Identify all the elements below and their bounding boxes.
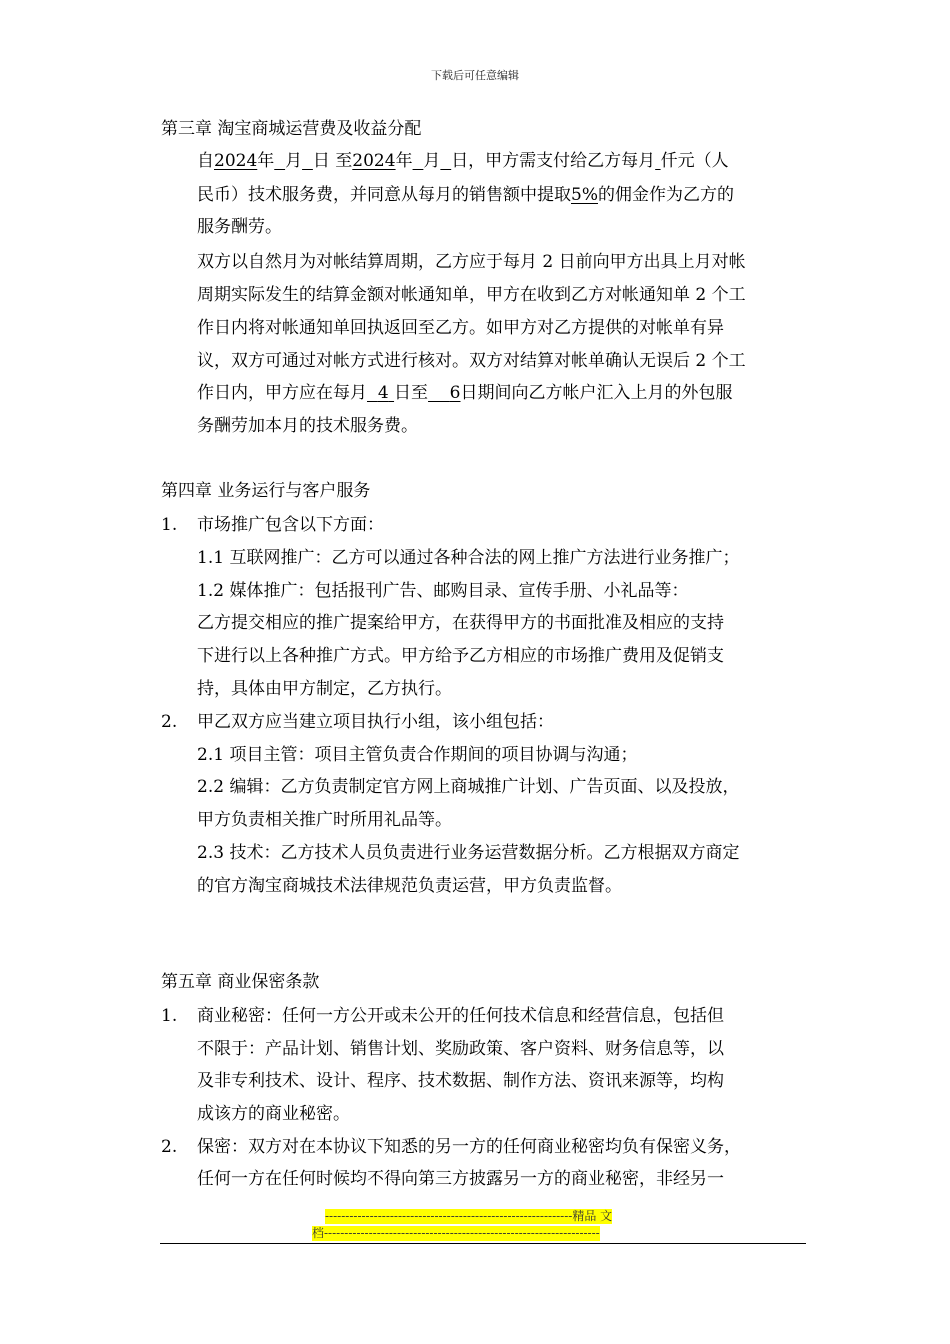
ch4-item2-3-line2: 的官方淘宝商城技术法律规范负责运营，甲方负责监督。 <box>197 876 622 896</box>
ch4-item1-para-line3: 持，具体由甲方制定，乙方执行。 <box>197 679 452 699</box>
ch3-para2-line2: 周期实际发生的结算金额对帐通知单，甲方在收到乙方对帐通知单 2 个工 <box>197 285 746 305</box>
blank-month <box>413 151 424 171</box>
ch3-para1-line2 <box>197 184 734 206</box>
text: 日期间向乙方帐户汇入上月的外包服 <box>460 383 733 403</box>
ch3-para2-line6: 务酬劳加本月的技术服务费。 <box>197 416 418 436</box>
ch5-item1-line1: 商业秘密：任何一方公开或未公开的任何技术信息和经营信息，包括但 <box>197 1006 724 1026</box>
blank-day <box>440 151 451 171</box>
chapter-3-title: 第三章 淘宝商城运营费及收益分配 <box>161 119 422 139</box>
ch4-item2-1: 2.1 项目主管：项目主管负责合作期间的项目协调与沟通； <box>197 745 638 765</box>
list-number: 2. <box>161 1137 178 1157</box>
footer-divider <box>160 1243 806 1244</box>
text: 年 <box>395 151 413 171</box>
list-number: 1. <box>161 1006 178 1026</box>
page-header: 下载后可任意编辑 <box>431 69 519 82</box>
text: 仟元（人 <box>660 151 729 171</box>
value: 6 <box>449 383 461 403</box>
text: 月 <box>423 151 441 171</box>
commission-rate: 5% <box>571 185 598 205</box>
chapter-4-title: 第四章 业务运行与客户服务 <box>161 481 371 501</box>
ch3-para2-line4: 议，双方可通过对帐方式进行核对。双方对结算对帐单确认无误后 2 个工 <box>197 351 746 371</box>
value: 4 <box>377 383 389 403</box>
blank-month <box>274 151 285 171</box>
list-number: 1. <box>161 515 178 535</box>
text: 日至 <box>394 383 429 403</box>
ch3-para2-line5 <box>197 382 733 404</box>
footer-watermark-line1: -------------------------------------------------------------精品 文 <box>325 1209 613 1223</box>
ch4-item1-para-line1: 乙方提交相应的推广提案给甲方，在获得甲方的书面批准及相应的支持 <box>197 613 724 633</box>
ch4-item2-text: 甲乙双方应当建立项目执行小组，该小组包括： <box>197 712 554 732</box>
text: 民币）技术服务费，并同意从每月的销售额中提取 <box>197 185 571 205</box>
list-number: 2. <box>161 712 178 732</box>
ch5-item2-line2: 任何一方在任何时候均不得向第三方披露另一方的商业秘密，非经另一 <box>197 1169 724 1189</box>
ch5-item1-line2: 不限于：产品计划、销售计划、奖励政策、客户资料、财务信息等，以 <box>197 1039 724 1059</box>
ch3-para1-line1 <box>197 150 729 172</box>
year-start: 2024 <box>214 151 258 171</box>
text: 日，甲方需支付给乙方每月 <box>451 151 656 171</box>
ch4-item2-2-line2: 甲方负责相关推广时所用礼品等。 <box>197 810 452 830</box>
text: 日 至 <box>312 151 353 171</box>
text: 月 <box>285 151 303 171</box>
ch5-item1-line3: 及非专利技术、设计、程序、技术数据、制作方法、资讯来源等，均构 <box>197 1071 724 1091</box>
year-end: 2024 <box>352 151 396 171</box>
ch4-item1-text: 市场推广包含以下方面： <box>197 515 384 535</box>
text: 的佣金作为乙方的 <box>597 185 734 205</box>
payment-day-start <box>367 383 394 403</box>
ch4-item1-para-line2: 下进行以上各种推广方式。甲方给予乙方相应的市场推广费用及促销支 <box>197 646 724 666</box>
ch5-item2-line1: 保密：双方对在本协议下知悉的另一方的任何商业秘密均负有保密义务， <box>197 1137 741 1157</box>
payment-day-end <box>428 383 460 403</box>
text: 作日内，甲方应在每月 <box>197 383 367 403</box>
ch4-item1-1: 1.1 互联网推广：乙方可以通过各种合法的网上推广方法进行业务推广； <box>197 548 740 568</box>
ch4-item2-3-line1: 2.3 技术：乙方技术人员负责进行业务运营数据分析。乙方根据双方商定 <box>197 843 740 863</box>
ch3-para1-line3: 服务酬劳。 <box>197 217 282 237</box>
footer-watermark-line2: 档-------------------------------------------------------------------- <box>312 1226 600 1240</box>
ch4-item1-2: 1.2 媒体推广：包括报刊广告、邮购目录、宣传手册、小礼品等： <box>197 581 689 601</box>
text: 自 <box>197 151 214 171</box>
chapter-5-title: 第五章 商业保密条款 <box>161 972 320 992</box>
text: 年 <box>257 151 275 171</box>
ch3-para2-line3: 作日内将对帐通知单回执返回至乙方。如甲方对乙方提供的对帐单有异 <box>197 318 724 338</box>
blank-day <box>302 151 313 171</box>
ch5-item1-line4: 成该方的商业秘密。 <box>197 1104 350 1124</box>
ch4-item2-2-line1: 2.2 编辑：乙方负责制定官方网上商城推广计划、广告页面、以及投放， <box>197 777 740 797</box>
ch3-para2-line1: 双方以自然月为对帐结算周期，乙方应于每月 2 日前向甲方出具上月对帐 <box>197 252 746 272</box>
